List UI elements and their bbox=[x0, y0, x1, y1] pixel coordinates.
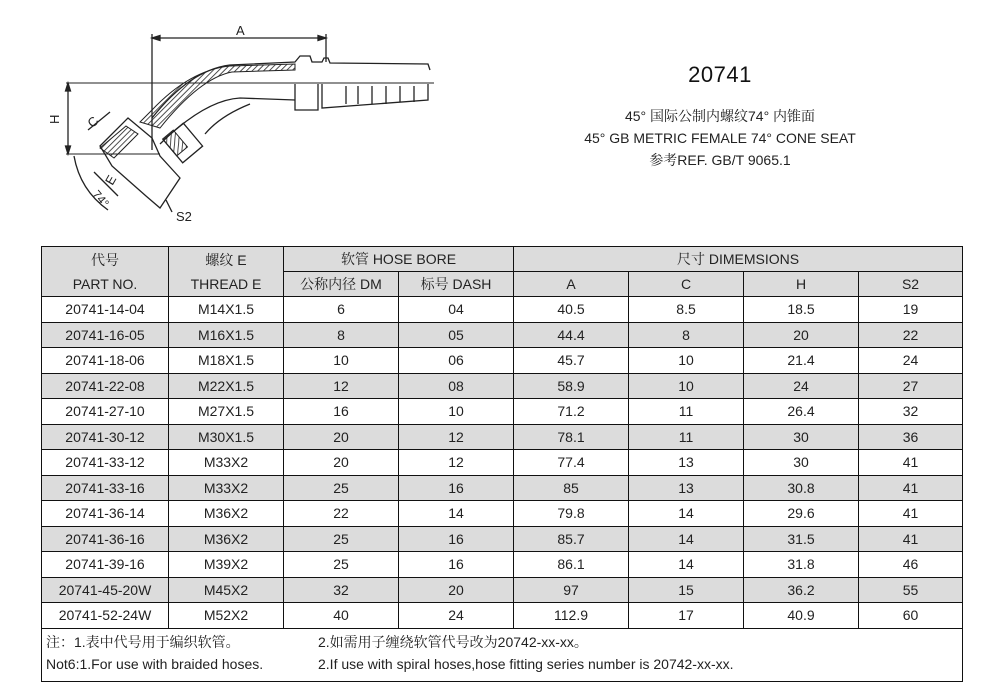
note-cn-2: 2.如需用子缠绕软管代号改为20742-xx-xx。 bbox=[318, 633, 588, 650]
cell-c: 10 bbox=[629, 373, 744, 399]
cell-dash: 12 bbox=[399, 450, 514, 476]
cell-c: 13 bbox=[629, 450, 744, 476]
dim-label-e: E bbox=[101, 172, 120, 188]
product-code: 20741 bbox=[688, 62, 752, 87]
cell-part: 20741-16-05 bbox=[42, 322, 169, 348]
cell-c: 14 bbox=[629, 552, 744, 578]
cell-thread: M33X2 bbox=[169, 450, 284, 476]
cell-c: 17 bbox=[629, 603, 744, 629]
cell-s2: 60 bbox=[859, 603, 963, 629]
table-row bbox=[42, 501, 963, 527]
fitting-technical-drawing bbox=[0, 0, 480, 240]
cell-dash: 14 bbox=[399, 501, 514, 527]
cell-thread: M45X2 bbox=[169, 577, 284, 603]
table-row bbox=[42, 373, 963, 399]
header-dm: 公称内径 DM bbox=[284, 272, 399, 297]
cell-s2: 19 bbox=[859, 297, 963, 323]
table-row bbox=[42, 348, 963, 374]
cell-part: 20741-52-24W bbox=[42, 603, 169, 629]
dim-label-s2: S2 bbox=[176, 209, 192, 224]
cell-thread: M14X1.5 bbox=[169, 297, 284, 323]
cell-thread: M39X2 bbox=[169, 552, 284, 578]
cell-h: 29.6 bbox=[744, 501, 859, 527]
cell-dash: 16 bbox=[399, 552, 514, 578]
notes-cell bbox=[42, 628, 963, 681]
cell-s2: 41 bbox=[859, 501, 963, 527]
cell-a: 85.7 bbox=[514, 526, 629, 552]
cell-a: 86.1 bbox=[514, 552, 629, 578]
cell-s2: 24 bbox=[859, 348, 963, 374]
cell-part: 20741-14-04 bbox=[42, 297, 169, 323]
cell-c: 11 bbox=[629, 399, 744, 425]
cell-a: 45.7 bbox=[514, 348, 629, 374]
cell-dash: 08 bbox=[399, 373, 514, 399]
cell-dm: 32 bbox=[284, 577, 399, 603]
cell-part: 20741-36-16 bbox=[42, 526, 169, 552]
cell-s2: 41 bbox=[859, 450, 963, 476]
cell-c: 14 bbox=[629, 501, 744, 527]
cell-dm: 12 bbox=[284, 373, 399, 399]
cell-a: 71.2 bbox=[514, 399, 629, 425]
cell-dm: 25 bbox=[284, 526, 399, 552]
dim-label-c: C bbox=[84, 113, 102, 131]
cell-c: 14 bbox=[629, 526, 744, 552]
cell-thread: M52X2 bbox=[169, 603, 284, 629]
table-row bbox=[42, 603, 963, 629]
dim-label-angle: 74° bbox=[89, 187, 112, 211]
cell-thread: M30X1.5 bbox=[169, 424, 284, 450]
cell-dash: 20 bbox=[399, 577, 514, 603]
cell-h: 31.8 bbox=[744, 552, 859, 578]
description-en: 45° GB METRIC FEMALE 74° CONE SEAT bbox=[584, 130, 856, 146]
table-row bbox=[42, 424, 963, 450]
dim-label-a: A bbox=[236, 23, 245, 38]
spec-table bbox=[41, 246, 963, 682]
table-row bbox=[42, 475, 963, 501]
cell-s2: 41 bbox=[859, 475, 963, 501]
cell-part: 20741-27-10 bbox=[42, 399, 169, 425]
dim-label-h: H bbox=[47, 114, 62, 124]
cell-part: 20741-30-12 bbox=[42, 424, 169, 450]
cell-c: 11 bbox=[629, 424, 744, 450]
table-row bbox=[42, 552, 963, 578]
table-row bbox=[42, 399, 963, 425]
cell-dash: 16 bbox=[399, 475, 514, 501]
cell-part: 20741-33-12 bbox=[42, 450, 169, 476]
cell-a: 77.4 bbox=[514, 450, 629, 476]
cell-thread: M36X2 bbox=[169, 526, 284, 552]
cell-c: 8 bbox=[629, 322, 744, 348]
cell-dm: 20 bbox=[284, 424, 399, 450]
cell-part: 20741-33-16 bbox=[42, 475, 169, 501]
reference-standard: 参考REF. GB/T 9065.1 bbox=[649, 152, 791, 168]
note-en-2: 2.If use with spiral hoses,hose fitting series number is 20742-xx-xx. bbox=[318, 655, 734, 672]
cell-dm: 6 bbox=[284, 297, 399, 323]
header-h: H bbox=[744, 272, 859, 297]
table-row bbox=[42, 297, 963, 323]
cell-s2: 55 bbox=[859, 577, 963, 603]
cell-c: 13 bbox=[629, 475, 744, 501]
table-row bbox=[42, 577, 963, 603]
cell-part: 20741-18-06 bbox=[42, 348, 169, 374]
cell-a: 79.8 bbox=[514, 501, 629, 527]
cell-dm: 20 bbox=[284, 450, 399, 476]
cell-a: 112.9 bbox=[514, 603, 629, 629]
cell-thread: M27X1.5 bbox=[169, 399, 284, 425]
cell-h: 26.4 bbox=[744, 399, 859, 425]
cell-h: 18.5 bbox=[744, 297, 859, 323]
cell-a: 78.1 bbox=[514, 424, 629, 450]
cell-h: 30.8 bbox=[744, 475, 859, 501]
header-a: A bbox=[514, 272, 629, 297]
cell-h: 24 bbox=[744, 373, 859, 399]
cell-h: 20 bbox=[744, 322, 859, 348]
cell-thread: M18X1.5 bbox=[169, 348, 284, 374]
cell-part: 20741-45-20W bbox=[42, 577, 169, 603]
cell-a: 44.4 bbox=[514, 322, 629, 348]
cell-h: 31.5 bbox=[744, 526, 859, 552]
description-cn: 45° 国际公制内螺纹74° 内锥面 bbox=[624, 108, 816, 124]
cell-a: 85 bbox=[514, 475, 629, 501]
cell-part: 20741-36-14 bbox=[42, 501, 169, 527]
cell-dash: 05 bbox=[399, 322, 514, 348]
header-dimensions: 尺寸 DIMEMSIONS bbox=[514, 247, 963, 272]
cell-a: 97 bbox=[514, 577, 629, 603]
cell-s2: 27 bbox=[859, 373, 963, 399]
header-dash: 标号 DASH bbox=[399, 272, 514, 297]
cell-s2: 22 bbox=[859, 322, 963, 348]
cell-h: 21.4 bbox=[744, 348, 859, 374]
cell-a: 40.5 bbox=[514, 297, 629, 323]
cell-a: 58.9 bbox=[514, 373, 629, 399]
cell-dash: 12 bbox=[399, 424, 514, 450]
cell-part: 20741-39-16 bbox=[42, 552, 169, 578]
cell-h: 30 bbox=[744, 450, 859, 476]
cell-c: 10 bbox=[629, 348, 744, 374]
table-row bbox=[42, 450, 963, 476]
cell-dash: 24 bbox=[399, 603, 514, 629]
cell-c: 8.5 bbox=[629, 297, 744, 323]
note-cn-1: 注：1.表中代号用于编织软管。 bbox=[46, 633, 240, 650]
header-hose-bore: 软管 HOSE BORE bbox=[284, 247, 514, 272]
cell-dm: 25 bbox=[284, 552, 399, 578]
cell-h: 40.9 bbox=[744, 603, 859, 629]
cell-part: 20741-22-08 bbox=[42, 373, 169, 399]
cell-dm: 8 bbox=[284, 322, 399, 348]
cell-dm: 16 bbox=[284, 399, 399, 425]
header-c: C bbox=[629, 272, 744, 297]
cell-s2: 41 bbox=[859, 526, 963, 552]
cell-thread: M36X2 bbox=[169, 501, 284, 527]
cell-h: 30 bbox=[744, 424, 859, 450]
cell-s2: 46 bbox=[859, 552, 963, 578]
cell-s2: 32 bbox=[859, 399, 963, 425]
cell-dm: 40 bbox=[284, 603, 399, 629]
cell-c: 15 bbox=[629, 577, 744, 603]
cell-h: 36.2 bbox=[744, 577, 859, 603]
table-row bbox=[42, 322, 963, 348]
cell-thread: M22X1.5 bbox=[169, 373, 284, 399]
note-en-1: Not6:1.For use with braided hoses. bbox=[46, 655, 264, 672]
cell-dm: 10 bbox=[284, 348, 399, 374]
cell-thread: M33X2 bbox=[169, 475, 284, 501]
header-thread: 螺纹 E THREAD E bbox=[169, 247, 284, 297]
header-s2: S2 bbox=[859, 272, 963, 297]
cell-dash: 16 bbox=[399, 526, 514, 552]
cell-thread: M16X1.5 bbox=[169, 322, 284, 348]
cell-dm: 22 bbox=[284, 501, 399, 527]
table-row bbox=[42, 526, 963, 552]
cell-dash: 10 bbox=[399, 399, 514, 425]
cell-dash: 04 bbox=[399, 297, 514, 323]
cell-dm: 25 bbox=[284, 475, 399, 501]
header-part-no: 代号 PART NO. bbox=[42, 247, 169, 297]
title-block bbox=[540, 62, 900, 171]
cell-dash: 06 bbox=[399, 348, 514, 374]
cell-s2: 36 bbox=[859, 424, 963, 450]
